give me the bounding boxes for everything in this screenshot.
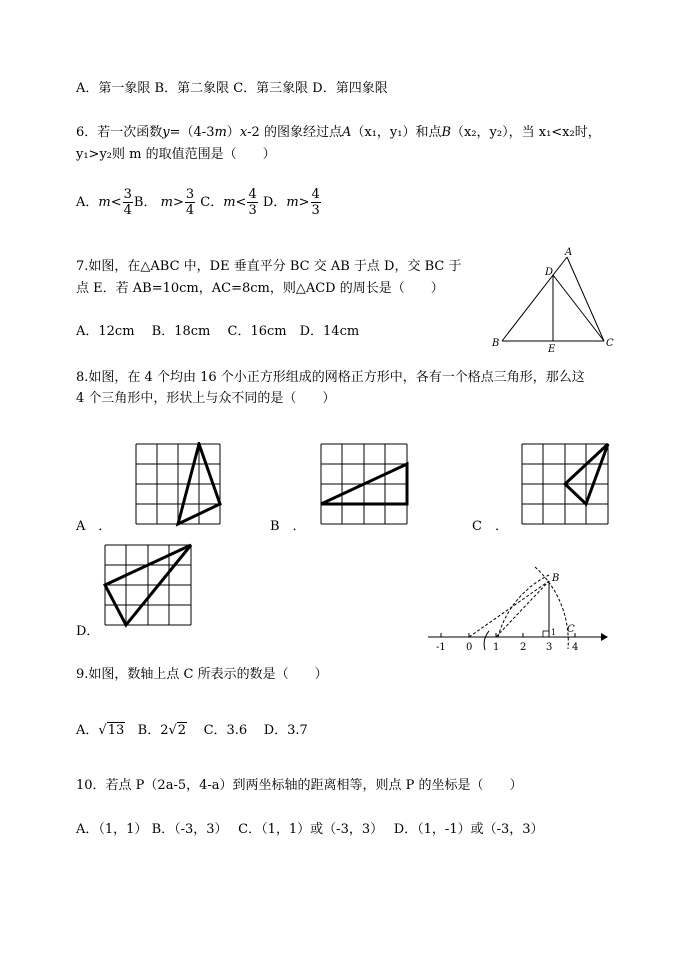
q8-grid-b bbox=[319, 442, 411, 528]
q10-options: A．（1，1） B．（-3，3） C．（1，1）或（-3，3） D．（1，-1）或（-3，3） bbox=[76, 822, 544, 837]
q6-text-g: -2 的图象经过点 bbox=[247, 125, 342, 140]
point-b-label: B bbox=[552, 573, 560, 584]
q8-option-d-label: D． bbox=[76, 624, 100, 639]
q10-stem: 10．若点 P（2a-5，4-a）到两坐标轴的距离相等，则点 P 的坐标是（ ） bbox=[76, 778, 523, 793]
fraction-numerator: 4 bbox=[311, 187, 320, 202]
q6-stem-line2: y₁>y₂则 m 的取值范围是（ ） bbox=[76, 147, 276, 162]
q6-option-c-label: C． bbox=[200, 195, 224, 210]
segment-ob bbox=[469, 581, 549, 637]
q6-text-e: ） bbox=[226, 125, 240, 140]
tick-label-4: 4 bbox=[572, 642, 579, 653]
tick-label-0: 0 bbox=[466, 642, 473, 653]
q8-option-c-label: C ． bbox=[472, 519, 508, 534]
segment-dc bbox=[553, 275, 604, 341]
q8-stem-line1: 8.如图，在 4 个均由 16 个小正方形组成的网格正方形中，各有一个格点三角形，那么这 bbox=[76, 370, 585, 385]
q6-var-x: x bbox=[239, 125, 248, 140]
label-d: D bbox=[545, 267, 554, 278]
q6-option-a-rel: < bbox=[110, 195, 122, 210]
segment-ac bbox=[567, 257, 604, 341]
fraction-numerator: 3 bbox=[185, 187, 195, 202]
fraction-numerator: 4 bbox=[248, 187, 257, 202]
q6-point-a: A bbox=[341, 125, 352, 140]
q7-triangle-figure bbox=[490, 245, 620, 355]
q6-option-b-var: m bbox=[160, 195, 173, 210]
q8-stem-line2: 4 个三角形中，形状上与众不同的是（ ） bbox=[76, 391, 336, 406]
label-a: A bbox=[565, 247, 573, 258]
tick-label-1: 1 bbox=[493, 642, 500, 653]
q8-grid-c bbox=[520, 442, 612, 528]
sqrt-sign: √ bbox=[168, 723, 177, 738]
q6-option-b-label: B． bbox=[133, 195, 157, 210]
axis-arrow-icon bbox=[601, 633, 608, 641]
q9-option-a-label: A． bbox=[76, 723, 99, 738]
q6-var-m: m bbox=[214, 125, 227, 140]
q6-text-a: 6．若一次函数 bbox=[76, 125, 163, 140]
label-b: B bbox=[492, 338, 500, 349]
sqrt-sign: √ bbox=[98, 723, 107, 738]
q6-text-k: （x₂，y₂），当 x₁<x₂时， bbox=[451, 125, 601, 140]
q8-grid-a bbox=[134, 442, 224, 528]
q6-text-c: =（4-3 bbox=[169, 125, 215, 140]
arc-dashed-1 bbox=[498, 575, 549, 637]
q9-options bbox=[76, 722, 308, 740]
fraction-denominator: 3 bbox=[311, 203, 320, 218]
point-c-label: C bbox=[567, 624, 575, 635]
label-c: C bbox=[606, 338, 614, 349]
q9-option-d: D．3.7 bbox=[263, 723, 308, 738]
q6-point-b: B bbox=[441, 125, 452, 140]
fraction-numerator: 3 bbox=[123, 187, 132, 202]
q8-grid-d bbox=[103, 543, 195, 629]
tick-label-neg1: -1 bbox=[436, 642, 446, 653]
q9-option-b-label: B．2 bbox=[137, 723, 169, 738]
segment-1b bbox=[496, 581, 549, 637]
arc-small bbox=[484, 631, 489, 650]
q6-options bbox=[76, 186, 322, 220]
q6-option-c-rel: < bbox=[235, 195, 247, 210]
q9-option-b-radicand: 2 bbox=[177, 723, 187, 738]
q7-stem-line1: 7.如图，在△ABC 中，DE 垂直平分 BC 交 AB 于点 D，交 BC 于 bbox=[76, 259, 462, 274]
q6-option-d-fraction bbox=[311, 187, 321, 218]
q8-option-a-label: A ． bbox=[76, 519, 112, 534]
segment-ba bbox=[502, 257, 567, 341]
q6-option-c-var: m bbox=[223, 195, 236, 210]
q5-options: A．第一象限 B．第二象限 C．第三象限 D．第四象限 bbox=[76, 81, 388, 96]
q7-options: A．12cm B．18cm C．16cm D．14cm bbox=[76, 324, 360, 339]
q6-option-c-fraction bbox=[247, 187, 257, 218]
q9-option-c: C．3.6 bbox=[203, 723, 248, 738]
tick-label-2: 2 bbox=[520, 642, 527, 653]
q6-option-d-var: m bbox=[286, 195, 299, 210]
segment-label: 1 bbox=[551, 628, 557, 637]
right-angle-mark bbox=[543, 631, 549, 637]
q6-var-y: y bbox=[162, 125, 170, 140]
fraction-denominator: 4 bbox=[123, 203, 132, 218]
q9-option-a-radicand: 13 bbox=[107, 723, 125, 738]
q6-stem-line1 bbox=[76, 124, 601, 142]
q6-option-a-var: m bbox=[98, 195, 111, 210]
q6-option-a-fraction bbox=[123, 187, 133, 218]
q6-option-d-rel: > bbox=[298, 195, 310, 210]
q6-option-b-fraction bbox=[185, 187, 195, 218]
label-e: E bbox=[548, 344, 556, 355]
number-line-figure bbox=[425, 565, 610, 657]
q6-option-a-label: A． bbox=[76, 195, 99, 210]
q9-stem: 9.如图，数轴上点 C 所表示的数是（ ） bbox=[76, 667, 328, 682]
q6-option-b-rel: > bbox=[172, 195, 184, 210]
q8-option-b-label: B ． bbox=[270, 519, 306, 534]
fraction-denominator: 4 bbox=[185, 203, 195, 218]
tick-label-3: 3 bbox=[546, 642, 553, 653]
q7-stem-line2: 点 E．若 AB=10cm，AC=8cm，则△ACD 的周长是（ ） bbox=[76, 281, 444, 296]
fraction-denominator: 3 bbox=[248, 203, 257, 218]
q6-text-i: （x₁，y₁）和点 bbox=[351, 125, 442, 140]
q6-option-d-label: D． bbox=[262, 195, 287, 210]
